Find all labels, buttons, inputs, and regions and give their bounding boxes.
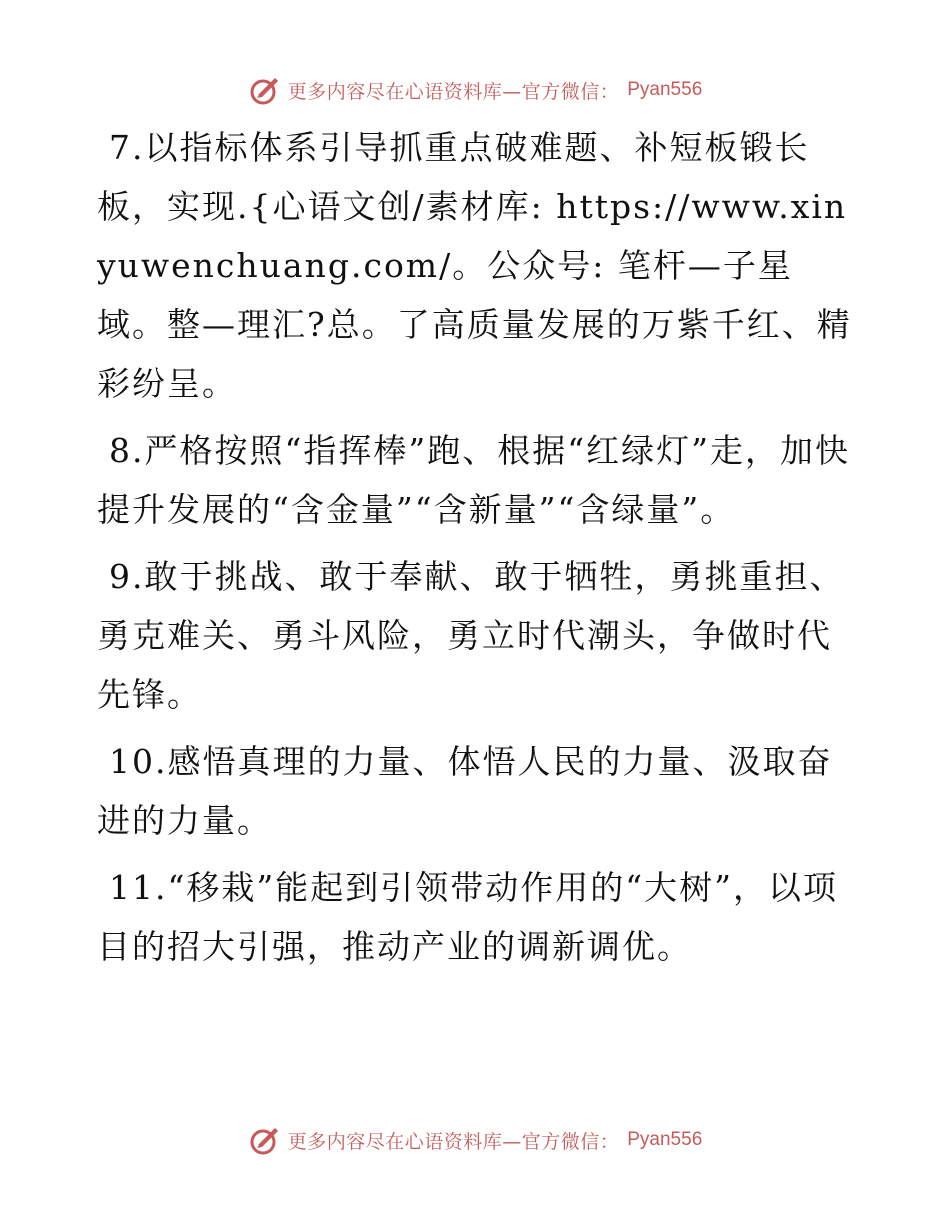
watermark-wechat-handle: Pyan556 [627,1129,703,1150]
list-item-text: 严格按照“指挥棒”跑、根据“红绿灯”走，加快提升发展的“含金量”“含新量”“含绿量”。 [97,431,850,529]
watermark-text: 更多内容尽在心语资料库—官方微信： [287,80,620,103]
list-item [97,118,857,413]
watermark-wechat-handle: Pyan556 [627,79,703,100]
list-item-number: 9. [109,557,145,596]
document-body [97,118,857,984]
list-item-number: 7. [109,128,145,167]
list-item-text: 以指标体系引导抓重点破难题、补短板锻长板，实现.{心语文创/素材库: https://www.xinyuwenchuang.com/。公众号: 笔杆—子星域。整—理汇?总。了高质量发展的万紫千红、精彩纷呈。 [97,128,852,403]
quill-logo-icon [248,1123,282,1157]
footer-watermark-banner [0,1120,950,1160]
list-item-number: 11. [109,868,168,907]
header-watermark-banner [0,70,950,110]
list-item [97,732,857,850]
list-item-number: 10. [109,742,168,781]
list-item-text: 敢于挑战、敢于奉献、敢于牺牲，勇挑重担、勇克难关、勇斗风险，勇立时代潮头，争做时代先锋。 [97,557,845,714]
quill-logo-icon [248,73,282,107]
list-item-text: “移栽”能起到引领带动作用的“大树”，以项目的招大引强，推动产业的调新调优。 [97,868,838,966]
list-item [97,421,857,539]
list-item-text: 感悟真理的力量、体悟人民的力量、汲取奋进的力量。 [97,742,833,840]
list-item [97,858,857,976]
list-item-number: 8. [109,431,145,470]
list-item [97,547,857,724]
watermark-text: 更多内容尽在心语资料库—官方微信： [287,1130,620,1153]
